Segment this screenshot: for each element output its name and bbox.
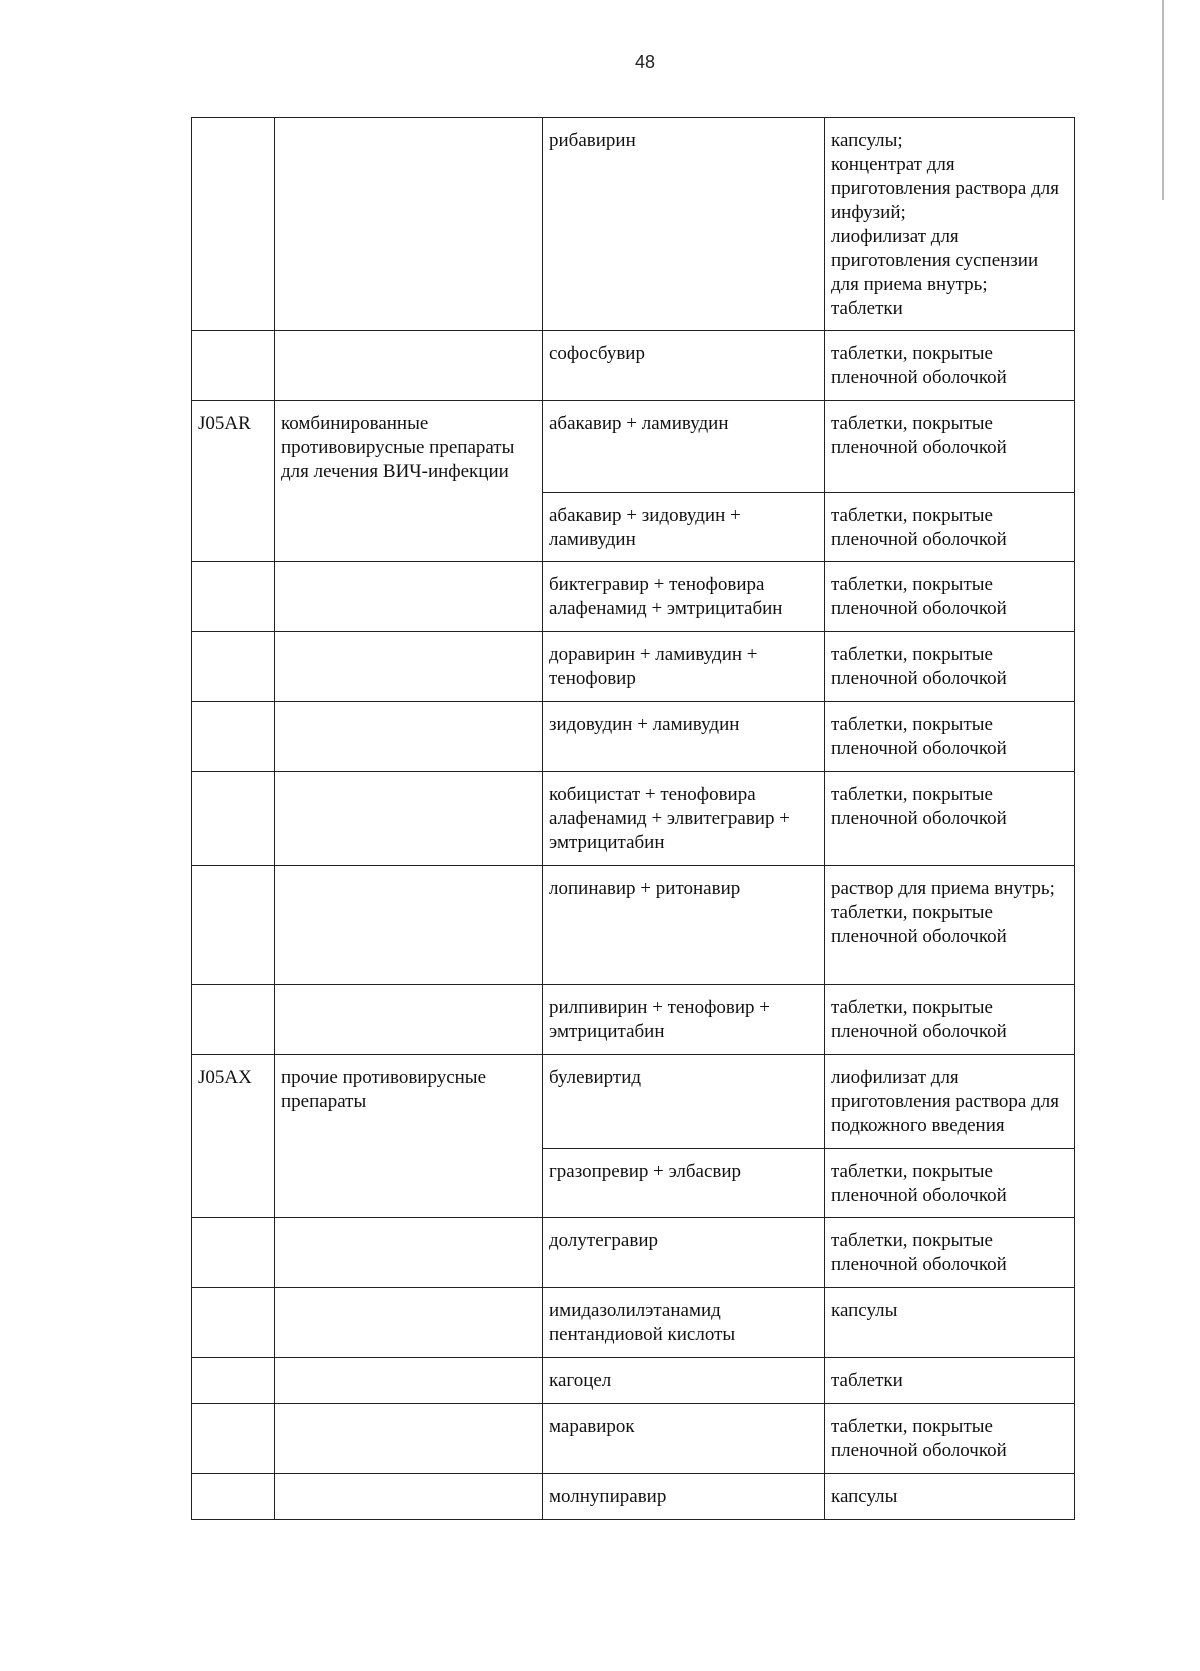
atc-code-cell [192, 1473, 275, 1519]
dosage-form-cell: таблетки, покрытые пленочной оболочкой [825, 331, 1075, 401]
dosage-form-cell: капсулы; концентрат для приготовления раствора для инфузий; лиофилизат для приготовления суспензии для приема внутрь; таблетки [825, 118, 1075, 331]
atc-code-cell: J05AR [192, 401, 275, 493]
table-row [192, 984, 1075, 1054]
drug-name-cell: абакавир + ламивудин [543, 401, 825, 493]
group-name-cell [275, 1473, 543, 1519]
drug-name-cell: лопинавир + ритонавир [543, 865, 825, 984]
table-row [192, 561, 1075, 631]
drug-name-cell: рибавирин [543, 118, 825, 331]
drug-name-cell: долутегравир [543, 1217, 825, 1287]
atc-code-cell [192, 701, 275, 771]
atc-code-cell [192, 118, 275, 331]
drug-name-cell: софосбувир [543, 331, 825, 401]
group-name-cell: прочие противовирусные препараты [275, 1054, 543, 1148]
dosage-form-cell: таблетки, покрытые пленочной оболочкой [825, 701, 1075, 771]
drug-name-cell: молнупиравир [543, 1473, 825, 1519]
atc-code-cell [192, 631, 275, 701]
table-row [192, 1403, 1075, 1473]
atc-code-cell [192, 984, 275, 1054]
table-row [192, 771, 1075, 865]
group-name-cell [275, 701, 543, 771]
table-row [192, 1357, 1075, 1403]
drug-name-cell: гразопревир + элбасвир [543, 1148, 825, 1217]
dosage-form-cell: таблетки, покрытые пленочной оболочкой [825, 401, 1075, 493]
dosage-form-cell: капсулы [825, 1473, 1075, 1519]
table-row [192, 401, 1075, 493]
dosage-form-cell: таблетки, покрытые пленочной оболочкой [825, 984, 1075, 1054]
atc-code-cell [192, 1403, 275, 1473]
drug-name-cell: биктегравир + тенофовира алафенамид + эмтрицитабин [543, 561, 825, 631]
scan-edge-line [1162, 0, 1164, 200]
atc-code-cell [192, 331, 275, 401]
atc-code-cell [192, 1357, 275, 1403]
dosage-form-cell: капсулы [825, 1287, 1075, 1357]
table-row [192, 1473, 1075, 1519]
group-name-cell [275, 331, 543, 401]
dosage-form-cell: таблетки, покрытые пленочной оболочкой [825, 492, 1075, 561]
drug-name-cell: булевиртид [543, 1054, 825, 1148]
drug-name-cell: абакавир + зидовудин + ламивудин [543, 492, 825, 561]
drug-name-cell: кобицистат + тенофовира алафенамид + элвитегравир + эмтрицитабин [543, 771, 825, 865]
dosage-form-cell: таблетки, покрытые пленочной оболочкой [825, 771, 1075, 865]
page-number: 48 [634, 52, 656, 72]
atc-code-cell: J05AX [192, 1054, 275, 1148]
drug-name-cell: маравирок [543, 1403, 825, 1473]
drug-name-cell: зидовудин + ламивудин [543, 701, 825, 771]
table-row [192, 1054, 1075, 1148]
group-name-cell [275, 1148, 543, 1217]
group-name-cell [275, 984, 543, 1054]
group-name-cell [275, 1357, 543, 1403]
table-row [192, 492, 1075, 561]
table-row [192, 1287, 1075, 1357]
drug-name-cell: доравирин + ламивудин + тенофовир [543, 631, 825, 701]
dosage-form-cell: таблетки, покрытые пленочной оболочкой [825, 1403, 1075, 1473]
table-row [192, 701, 1075, 771]
table-row [192, 1217, 1075, 1287]
atc-code-cell [192, 1287, 275, 1357]
group-name-cell [275, 1217, 543, 1287]
drug-name-cell: рилпивирин + тенофовир + эмтрицитабин [543, 984, 825, 1054]
table-row [192, 631, 1075, 701]
group-name-cell [275, 492, 543, 561]
atc-code-cell [192, 865, 275, 984]
dosage-form-cell: таблетки [825, 1357, 1075, 1403]
group-name-cell [275, 865, 543, 984]
group-name-cell [275, 118, 543, 331]
table-row [192, 1148, 1075, 1217]
atc-code-cell [192, 1148, 275, 1217]
dosage-form-cell: таблетки, покрытые пленочной оболочкой [825, 631, 1075, 701]
dosage-form-cell: таблетки, покрытые пленочной оболочкой [825, 561, 1075, 631]
group-name-cell [275, 771, 543, 865]
group-name-cell [275, 1403, 543, 1473]
table-row [192, 331, 1075, 401]
medication-table [191, 117, 1075, 1520]
dosage-form-cell: раствор для приема внутрь; таблетки, покрытые пленочной оболочкой [825, 865, 1075, 984]
drug-name-cell: кагоцел [543, 1357, 825, 1403]
group-name-cell [275, 1287, 543, 1357]
dosage-form-cell: лиофилизат для приготовления раствора для подкожного введения [825, 1054, 1075, 1148]
atc-code-cell [192, 561, 275, 631]
atc-code-cell [192, 1217, 275, 1287]
group-name-cell: комбинированные противовирусные препараты для лечения ВИЧ-инфекции [275, 401, 543, 493]
group-name-cell [275, 631, 543, 701]
group-name-cell [275, 561, 543, 631]
table-row [192, 118, 1075, 331]
table-row [192, 865, 1075, 984]
dosage-form-cell: таблетки, покрытые пленочной оболочкой [825, 1217, 1075, 1287]
drug-name-cell: имидазолилэтанамид пентандиовой кислоты [543, 1287, 825, 1357]
atc-code-cell [192, 771, 275, 865]
dosage-form-cell: таблетки, покрытые пленочной оболочкой [825, 1148, 1075, 1217]
atc-code-cell [192, 492, 275, 561]
